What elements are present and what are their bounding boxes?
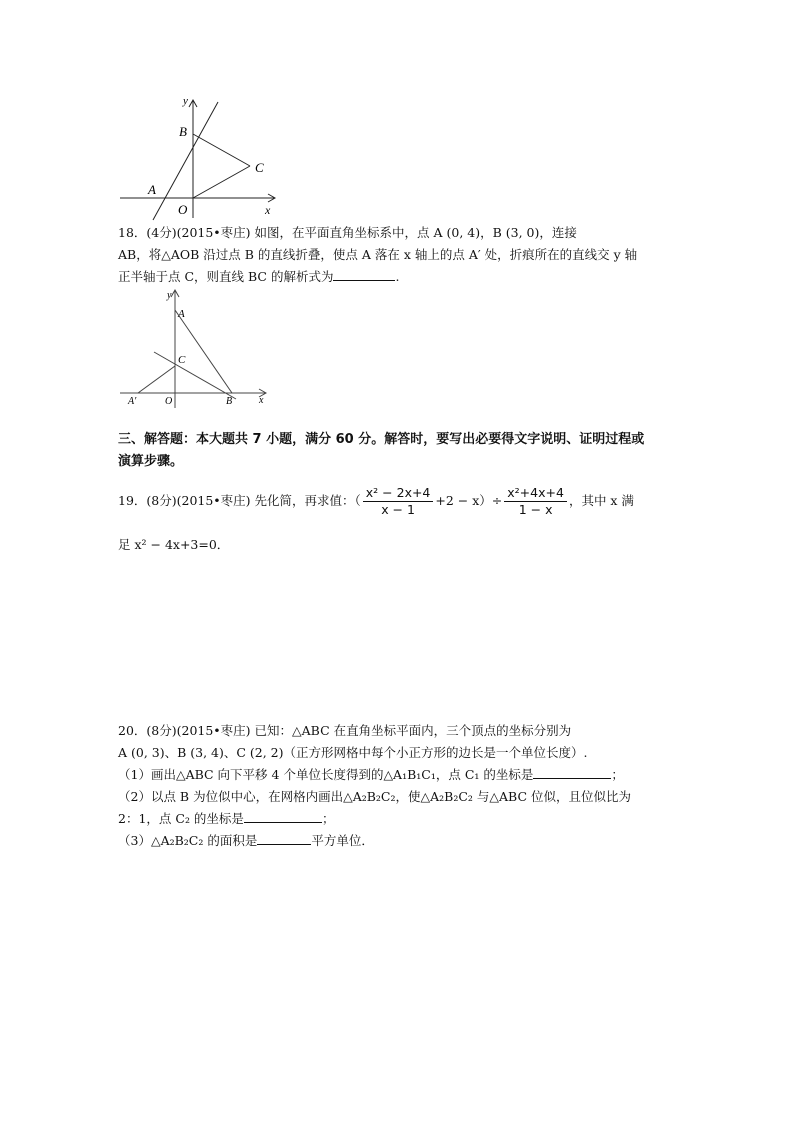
q18-line3-text: 正半轴于点 C，则直线 BC 的解析式为 <box>118 269 334 284</box>
segment-bc <box>193 134 250 166</box>
section-3-line2: 演算步骤。 <box>118 454 184 469</box>
section-3-heading <box>118 429 644 473</box>
q19-prefix: 19．(8分)(2015•枣庄) 先化简，再求值：（ <box>118 493 361 508</box>
q19-frac1-denominator: x − 1 <box>381 502 415 517</box>
label-a-prime: A′ <box>128 396 137 407</box>
label-a: A <box>178 308 185 320</box>
q20-part1-end: ； <box>611 767 624 782</box>
q18-line1: 18．(4分)(2015•枣庄) 如图，在平面直角坐标系中，点 A (0, 4)，B (3, 0)，连接 <box>118 225 577 240</box>
question-20 <box>118 720 631 852</box>
figure-q18 <box>118 286 278 410</box>
label-o: O <box>178 202 188 217</box>
figure-q17 <box>115 92 285 222</box>
label-x: x <box>259 395 264 406</box>
q18-period: . <box>395 269 400 284</box>
q20-part2-line2 <box>118 808 631 830</box>
label-o: O <box>165 396 173 407</box>
label-a: A <box>148 182 156 197</box>
q20-part2-answer-blank[interactable] <box>244 808 322 823</box>
section-3-line1: 三、解答题：本大题共 7 小题，满分 60 分。解答时，要写出必要得文字说明、证明过程或 <box>118 432 645 447</box>
question-18 <box>118 222 637 288</box>
fold-line-bc <box>154 352 236 399</box>
q18-line3 <box>118 266 637 288</box>
q18-line2: AB，将△AOB 沿过点 B 的直线折叠，使点 A 落在 x 轴上的点 A′ 处，折痕所在的直线交 y 轴 <box>118 247 638 262</box>
label-y: y <box>183 95 188 107</box>
label-b: B <box>179 124 187 139</box>
q20-part3-text: （3）△A₂B₂C₂ 的面积是 <box>118 833 258 848</box>
q19-suffix: ，其中 x 满 <box>568 493 634 508</box>
q18-answer-blank[interactable] <box>333 266 395 281</box>
q20-part1-answer-blank[interactable] <box>533 764 611 779</box>
q20-part3-answer-blank[interactable] <box>257 830 311 845</box>
q20-part3 <box>118 830 631 852</box>
label-c: C <box>178 354 186 366</box>
label-c: C <box>255 160 264 175</box>
q20-line1: 20．(8分)(2015•枣庄) 已知：△ABC 在直角坐标平面内，三个顶点的坐标分别为 <box>118 723 572 738</box>
q20-line2: A (0, 3)、B (3, 4)、C (2, 2)（正方形网格中每个小正方形的边长是一个单位长度）. <box>118 745 588 760</box>
q19-line2: 足 x² − 4x+3=0． <box>118 537 230 552</box>
q20-part3-end: 平方单位． <box>311 833 374 848</box>
q19-middle: +2 − x）÷ <box>435 493 503 508</box>
label-x: x <box>265 203 271 217</box>
label-y: y <box>167 290 172 301</box>
q19-fraction-2 <box>504 485 567 518</box>
segment-co <box>193 166 250 198</box>
segment-a-prime-c <box>138 366 175 393</box>
q19-fraction-1 <box>363 485 434 518</box>
q19-frac1-numerator: x² − 2x+4 <box>363 485 434 502</box>
question-19 <box>118 484 634 518</box>
q20-part2-line1: （2）以点 B 为位似中心，在网格内画出△A₂B₂C₂，使△A₂B₂C₂ 与△ABC 位似，且位似比为 <box>118 789 632 804</box>
q19-frac2-numerator: x²+4x+4 <box>504 485 567 502</box>
q20-part2-end: ； <box>321 811 335 826</box>
q19-frac2-denominator: 1 − x <box>518 502 553 517</box>
q20-part2-text: 2：1，点 C₂ 的坐标是 <box>118 811 244 826</box>
q20-part1 <box>118 764 631 786</box>
label-b: B <box>226 396 233 407</box>
q20-part1-text: （1）画出△ABC 向下平移 4 个单位长度得到的△A₁B₁C₁，点 C₁ 的坐标是 <box>118 767 534 782</box>
